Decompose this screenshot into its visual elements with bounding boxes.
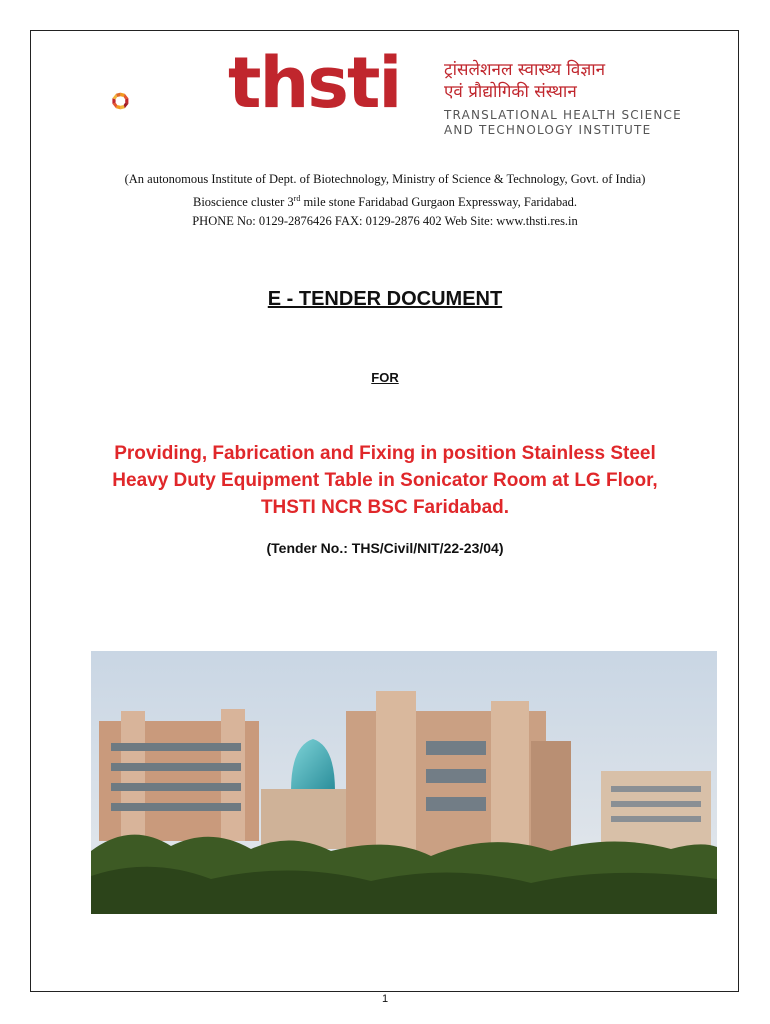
tender-number: (Tender No.: THS/Civil/NIT/22-23/04) — [266, 540, 504, 556]
for-label: FOR — [371, 370, 399, 385]
logo-hindi-line-1: ट्रांसलेशनल स्वास्थ्य विज्ञान — [444, 60, 606, 80]
address-superscript: rd — [293, 194, 301, 203]
subject-line-3: THSTI NCR BSC Faridabad. — [260, 497, 510, 518]
page-number: 1 — [381, 993, 389, 1005]
contact-line: PHONE No: 0129-2876426 FAX: 0129-2876 402 Web Site: www.thsti.res.in — [192, 214, 578, 228]
logo-english-line-1: TRANSLATIONAL HEALTH SCIENCE — [444, 108, 682, 122]
logo-hindi-line-2: एवं प्रौद्योगिकी संस्थान — [444, 82, 577, 102]
subject-line-1: Providing, Fabrication and Fixing in position Stainless Steel — [114, 443, 656, 464]
institute-affiliation: (An autonomous Institute of Dept. of Biotechnology, Ministry of Science & Technology, Govt. of India) — [124, 172, 646, 186]
campus-building-photo — [91, 651, 717, 914]
logo-english-line-2: AND TECHNOLOGY INSTITUTE — [444, 123, 652, 137]
institute-address — [40, 189, 730, 212]
address-pre: Bioscience cluster 3 — [192, 195, 294, 210]
institute-header — [40, 170, 730, 212]
logo-wordmark: thsti — [228, 42, 401, 124]
document-title: E - TENDER DOCUMENT — [267, 288, 503, 310]
address-post: mile stone Faridabad Gurgaon Expressway, Faridabad. — [300, 195, 577, 210]
tender-subject — [60, 440, 710, 521]
logo-ring-segments — [112, 93, 128, 110]
thsti-logo-emblem — [110, 56, 230, 146]
subject-line-2: Heavy Duty Equipment Table in Sonicator Room at LG Floor, — [112, 470, 658, 491]
